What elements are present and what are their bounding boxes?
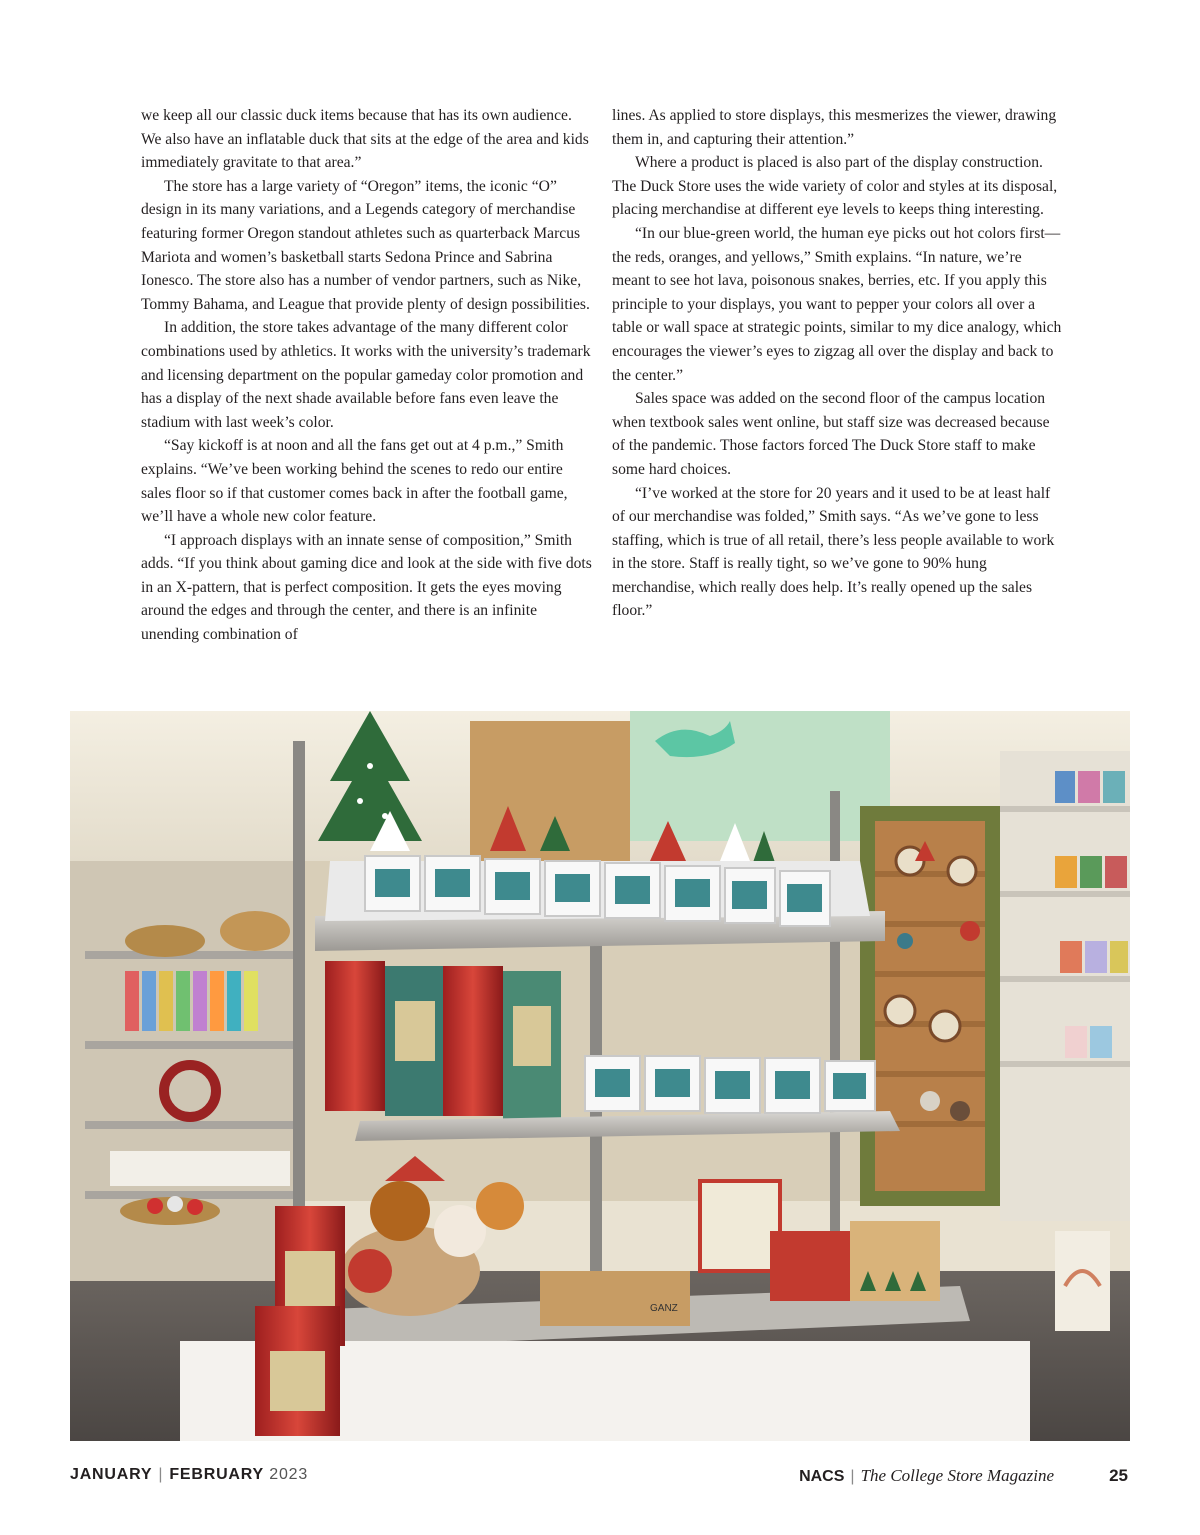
footer-month-2: FEBRUARY — [169, 1466, 265, 1483]
paragraph: “Say kickoff is at noon and all the fans get out at 4 p.m.,” Smith explains. “We’ve been working behind the scenes to redo our entire sales floor so if that customer comes back in after the football game, we’ll have a whole new color feature. — [141, 437, 568, 526]
footer-brand: NACS — [799, 1468, 845, 1485]
article-column-right — [612, 104, 1062, 623]
paragraph: “In our blue-green world, the human eye picks out hot colors first—the reds, oranges, and yellows,” Smith explains. “In nature, we’re meant to see hot lava, poisonous snakes, berries, etc. If you apply this principle to your displays, you want to pepper your colors all over a table or wall space at strategic points, similar to my dice analogy, which encourages the viewer’s eyes to zigzag all over the display and back to the center.” — [612, 224, 1062, 384]
footer-magazine-title: The College Store Magazine — [860, 1466, 1054, 1485]
paragraph: lines. As applied to store displays, this mesmerizes the viewer, drawing them in, and capturing their attention.” — [612, 107, 1057, 148]
paragraph: Sales space was added on the second floor of the campus location when textbook sales went online, but staff size was decreased because of the pandemic. Those factors forced The Duck Store staff to make some hard choices. — [612, 390, 1050, 478]
paragraph: Where a product is placed is also part of the display construction. The Duck Store uses the wide variety of color and styles at its disposal, placing merchandise at different eye levels to keeps thing interesting. — [612, 154, 1058, 219]
page-footer — [70, 1466, 1130, 1490]
paragraph: The store has a large variety of “Oregon” items, the iconic “O” design in its many variations, and a Legends category of merchandise featuring former Oregon standout athletes such as quarterback Marcus Mariota and women’s basketball starts Sedona Prince and Sabrina Ionesco. The store also has a number of vendor partners, such as Nike, Tommy Bahama, and League that provide plenty of design possibilities. — [141, 177, 590, 313]
footer-month-1: JANUARY — [70, 1466, 153, 1483]
paragraph: we keep all our classic duck items because that has its own audience. We also have an inflatable duck that sits at the edge of the area and kids immediately gravitate to that area.” — [141, 107, 589, 172]
store-display-illustration — [70, 711, 1130, 1441]
footer-year: 2023 — [269, 1466, 309, 1483]
paragraph: “I’ve worked at the store for 20 years and it used to be at least half of our merchandise was folded,” Smith says. “As we’ve gone to less staffing, which is true of all retail, there’s less people available to work in the store. Staff is really tight, so we’ve gone to 90% hung merchandise, which really does help. It’s really opened up the sales floor.” — [612, 484, 1055, 620]
box-label: GANZ — [650, 1303, 678, 1314]
paragraph: “I approach displays with an innate sense of composition,” Smith adds. “If you think about gaming dice and look at the side with five dots in an X-pattern, that is perfect composition. It gets the eyes moving around the edges and through the center, and there is an infinite unending combination of — [141, 531, 592, 644]
paragraph: In addition, the store takes advantage of the many different color combinations used by athletics. It works with the university’s trademark and licensing department on the popular gameday color promotion and has a display of the next shade available before fans even leave the stadium with last week’s color. — [141, 319, 591, 431]
magazine-credit — [799, 1466, 1054, 1486]
page-number: 25 — [1109, 1466, 1128, 1485]
footer-separator: | — [850, 1468, 855, 1485]
issue-date — [70, 1466, 308, 1484]
footer-separator: | — [158, 1466, 164, 1483]
article-column-left — [141, 104, 593, 647]
store-display-photo — [70, 711, 1130, 1441]
